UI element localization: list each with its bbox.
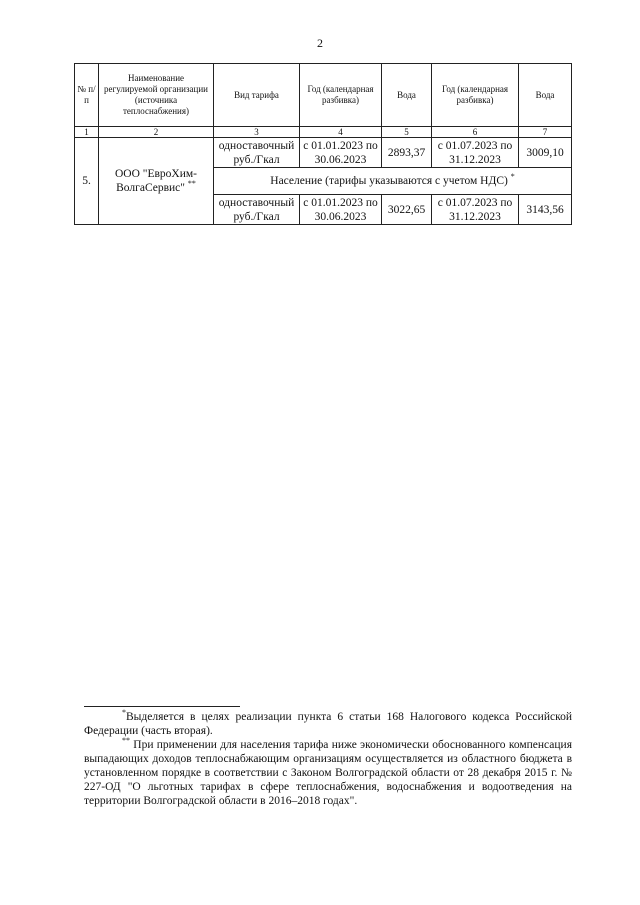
footnote-2 <box>84 738 572 808</box>
column-number: 7 <box>519 127 572 138</box>
period-2-cell: с 01.07.2023 по 31.12.2023 <box>432 138 519 168</box>
water-value-1: 2893,37 <box>382 138 432 168</box>
footnotes <box>84 710 572 808</box>
column-number: 6 <box>432 127 519 138</box>
column-number: 3 <box>214 127 300 138</box>
column-number: 4 <box>300 127 382 138</box>
footnote-1-text: Выделяется в целях реализации пункта 6 статьи 168 Налогового кодекса Российской Федерации (часть вторая). <box>84 711 572 737</box>
period-1-cell: с 01.01.2023 по 30.06.2023 <box>300 195 382 225</box>
header-num: № п/п <box>75 64 99 127</box>
header-year-2: Год (календарная разбивка) <box>432 64 519 127</box>
header-water-1: Вода <box>382 64 432 127</box>
tariff-table <box>74 63 572 225</box>
row-number: 5. <box>75 138 99 225</box>
header-year-1: Год (календарная разбивка) <box>300 64 382 127</box>
header-tariff-type: Вид тарифа <box>214 64 300 127</box>
population-footnote-mark: * <box>510 172 515 182</box>
column-number-row <box>75 127 572 138</box>
organization-name: ООО "ЕвроХим-ВолгаСервис" <box>114 168 197 194</box>
water-value-1: 3022,65 <box>382 195 432 225</box>
header-row <box>75 64 572 127</box>
footnote-2-text: При применении для населения тарифа ниже экономически обоснованного компенсация выпадающих доходов теплоснабжающим организациям осуществляется из областного бюджета в установленном порядке в соответствии с Законом Волгоградской области от 28 декабря 2015 г. № 227-ОД "О льготных тарифах в сфере теплоснабжения, водоснабжения и водоотведения на территории Волгоградской области в 2016–2018 годах". <box>84 739 572 807</box>
column-number: 2 <box>99 127 214 138</box>
column-number: 5 <box>382 127 432 138</box>
tariff-type-cell: одноставочный руб./Гкал <box>214 138 300 168</box>
table-row <box>75 138 572 168</box>
tariff-type-cell: одноставочный руб./Гкал <box>214 195 300 225</box>
header-water-2: Вода <box>519 64 572 127</box>
header-org: Наименование регулируемой организации (источника теплоснабжения) <box>99 64 214 127</box>
column-number: 1 <box>75 127 99 138</box>
period-2-cell: с 01.07.2023 по 31.12.2023 <box>432 195 519 225</box>
organization-cell <box>99 138 214 225</box>
organization-footnote-mark: ** <box>187 179 196 189</box>
period-1-cell: с 01.01.2023 по 30.06.2023 <box>300 138 382 168</box>
footnote-1-mark: * <box>122 708 126 718</box>
footnote-divider <box>84 706 240 707</box>
population-note-cell <box>214 168 572 195</box>
water-value-2: 3143,56 <box>519 195 572 225</box>
population-note: Население (тарифы указываются с учетом НДС) <box>270 175 508 187</box>
footnote-2-mark: ** <box>122 736 130 746</box>
page-number: 2 <box>317 36 323 50</box>
footnote-1 <box>84 710 572 738</box>
water-value-2: 3009,10 <box>519 138 572 168</box>
